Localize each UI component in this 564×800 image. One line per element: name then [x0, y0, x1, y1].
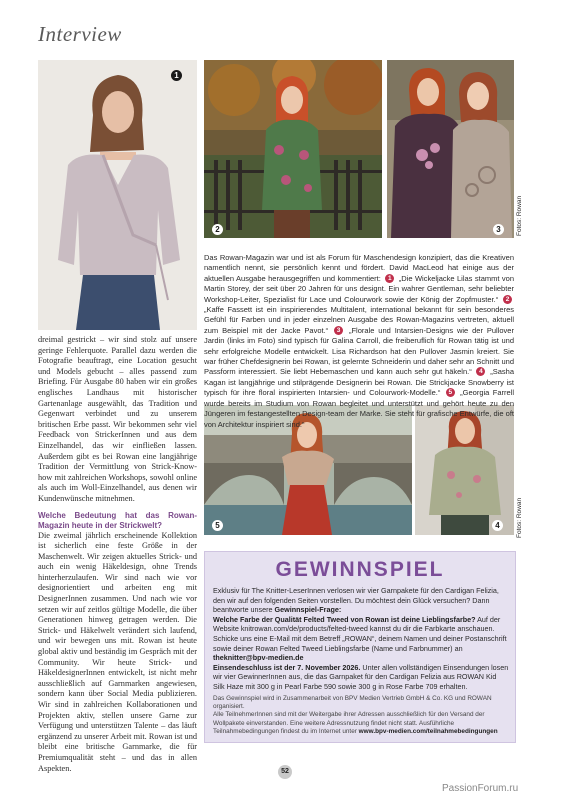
photo-number-1: 1	[171, 70, 182, 81]
page-number: 52	[278, 765, 292, 779]
photo-number-3: 3	[493, 224, 504, 235]
left-intro-paragraph: dreimal gestrickt – wir sind stolz auf unsere geringe Fehlerquote. Parallel dazu werden die Fotografie beauftragt, eine Location gesucht und Models gebucht – alles passend zum Briefing. Für Ausgabe 80 haben wir ein großes englisches Landhaus mit historischer Gartenanlage ausgewählt, das Tradition und Gegenwart verbindet und zu unserem britischen Erbe passt. Wir bekommen sehr viel Feedback von StrickerInnen und aus dem Einzelhandel, das wir einfließen lassen. Außerdem gibt es bei Rowan eine langjährige Tradition der Vermittlung von Strick-Know-how mit zahlreichen Workshops, sowohl online als auch im Woll-Einzelhandel, aus denen wir Kundenwünsche mitnehmen.	[38, 335, 197, 503]
left-column	[38, 335, 197, 774]
commentary-text: Das Rowan-Magazin war und ist als Forum für Maschendesign konzipiert, das die Kreativen namentlich nennt, sie persönlich kennt und fördert. David MacLeod hat einige aus der aktuellen Ausgabe herausgegriffen und kommentiert:	[204, 253, 514, 283]
gewinnspiel-email[interactable]: theknitter@bpv-medien.de	[213, 653, 304, 663]
photo-number-4: 4	[492, 520, 503, 531]
interview-answer: Die zweimal jährlich erscheinende Kollektion ist sicherlich eine feste Größe in der Maschenwelt. Wir zeigen aktuelles Strick- und auch ein wenig Häkeldesign, ohne Trends hinterherzulaufen. Wir sind nach wie vor designorientiert und arbeiten eng mit DesignerInnen zusammen. Und nach wie vor setzen wir auf zeitlos gültige Modelle, die über Generationen hinweg getragen werden. Die Strick- und Häkelwelt verändert sich laufend, und wir bewegen uns mit. Rowan ist heute global aktiv und beständig im Gespräch mit der Community. Wir heute Strick- und HäkeldesignerInnen entwickelt, ist nicht mehr ausschließlich auf Garnmarken angewiesen, sondern kann über Social Media publizieren. Wir sind in zahlreichen Kollaborationen und Projekten aktiv, stellen unsere Garne zur Verfügung und unterstützen Talente – das läuft ergänzend zu unserer Arbeit mit. Rowan ist und bleibt eine britische Garnmarke, die für Premiumqualität steht – und das in allen Aspekten.	[38, 530, 197, 773]
photo-jardin-jasmin-pullovers	[387, 60, 514, 238]
gewinnspiel-organizer-note: Das Gewinnspiel wird in Zusammenarbeit von BPV Medien Vertrieb GmbH & Co. KG und ROWAN organisiert.	[213, 694, 492, 710]
commentary-number-3: 3	[334, 326, 343, 335]
commentary-text: „Sasha Kagan ist langjährige und stilprägende Designerin bei Rowan. Die Strickjacke Snowberry ist typisch für ihre floral inspirierten Intarsien- und Colourwork-Modelle.“	[204, 367, 514, 398]
gewinnspiel-deadline: Einsendeschluss ist der 7. November 2026.	[213, 662, 361, 672]
commentary-text: „Florale und Intarsien-Designs wie der Pullover Jardin (links im Foto) sind typisch für Galina Carroll, die freiberuflich für Rowan tätig ist und sehr erfolgreiche Modelle entwickelt. Lisa Richardson hat den Pullover Jasmin kreiert. Sie war früher Chefdesignerin bei Rowan, ist gelernte Schneiderin und daher sehr an Schnitt und Passform interessiert. Sie liebt Hebemaschen und kann auch sehr gut häkeln.“	[204, 325, 514, 377]
photo-pavot-jacket	[204, 60, 382, 238]
photo-number-2: 2	[212, 224, 223, 235]
gewinnspiel-intro: Exklusiv für The Knitter-LeserInnen verlosen wir vier Garnpakete für den Cardigan Felizia, den wir auf den folgenden Seiten vorstellen. Du möchtest dein Glück versuchen? Dann beantworte unsere	[213, 586, 499, 615]
section-title: Interview	[38, 22, 122, 46]
gewinnspiel-terms-link[interactable]: www.bpv-medien.com/teilnahmebedingungen	[358, 728, 498, 736]
watermark: PassionForum.ru	[442, 783, 519, 794]
photo-credit-top: Fotos: Rowan	[516, 195, 523, 236]
designer-commentary-paragraph	[204, 253, 514, 430]
commentary-number-1: 1	[385, 274, 394, 283]
gewinnspiel-question: Welche Farbe der Qualität Felted Tweed von Rowan ist deine Lieblingsfarbe?	[213, 614, 476, 624]
commentary-text: „Georgia Farrell wurde bereits im Studium von Rowan begleitet und unterstützt und gehört heute zu den Jüngeren im festangestellten Design-team der Marke. Sie steht für grafische Entwürfe, die oft von Architektur inspiriert sind.“	[204, 388, 514, 429]
photo-wrap-cardigan	[38, 60, 197, 330]
photo-credit-bottom: Fotos: Rowan	[516, 497, 523, 538]
interview-question: Welche Bedeutung hat das Rowan-Magazin heute in der Strickwelt?	[38, 510, 197, 530]
gewinnspiel-body	[213, 586, 509, 737]
gewinnspiel-prize: Unter allen vollständigen Einsendungen losen wir vier GewinnerInnen aus, die das Garnpaket für den Cardigan Felizia aus ROWAN Kid Silk Haze mit 300 g in Pearl Farbe 590 sowie 300 g in Rose Farbe 709 erhalten.	[213, 662, 509, 691]
photo-number-5: 5	[212, 520, 223, 531]
gewinnspiel-instructions: Auf der Website knitrowan.com/de/products/felted-tweed kannst du dir die Farbkarte anschauen. Schicke uns eine E-Mail mit dem Betreff „ROWAN“, deinem Namen und deiner Postanschrift sowie deiner Rowan Felted Tweed Lieblingsfarbe (Name und Farbnummer) an	[213, 614, 507, 653]
commentary-number-4: 4	[476, 367, 485, 376]
commentary-number-5: 5	[446, 388, 455, 397]
gewinnspiel-terms-note: Alle TeilnehmerInnen sind mit der Weitergabe ihrer Adressen ausschließlich für den Versand der Wollpakete einverstanden. Eine weitere Adressnutzung findet nicht statt. Ausführliche Teilnahmebedingungen findest du im Internet unter	[213, 711, 485, 736]
gewinnspiel-box	[204, 551, 516, 743]
designer-commentary	[204, 253, 514, 430]
commentary-text: „Die Wickeljacke Lilas stammt von Martin Storey, der seit über 20 Jahren für uns designt. Ein wahrer Gentleman, sehr beliebter Workshop-Leiter, Spezialist für Lace und Colourwork sowie der König der Zopfmuster.“	[204, 273, 514, 304]
gewinnspiel-title: GEWINNSPIEL	[275, 558, 445, 581]
commentary-text: „Kaffe Fassett ist ein inspirierendes Multitalent, international bekannt für sein besonderes Gefühl für Farben und in jeder einzelnen Ausgabe des Rowan-Magazins vertreten, aktuell zum Beispiel mit der Jacke Pavot.“	[204, 305, 514, 335]
gewinnspiel-question-label: Gewinnspiel-Frage:	[274, 605, 342, 615]
commentary-number-2: 2	[503, 295, 512, 304]
